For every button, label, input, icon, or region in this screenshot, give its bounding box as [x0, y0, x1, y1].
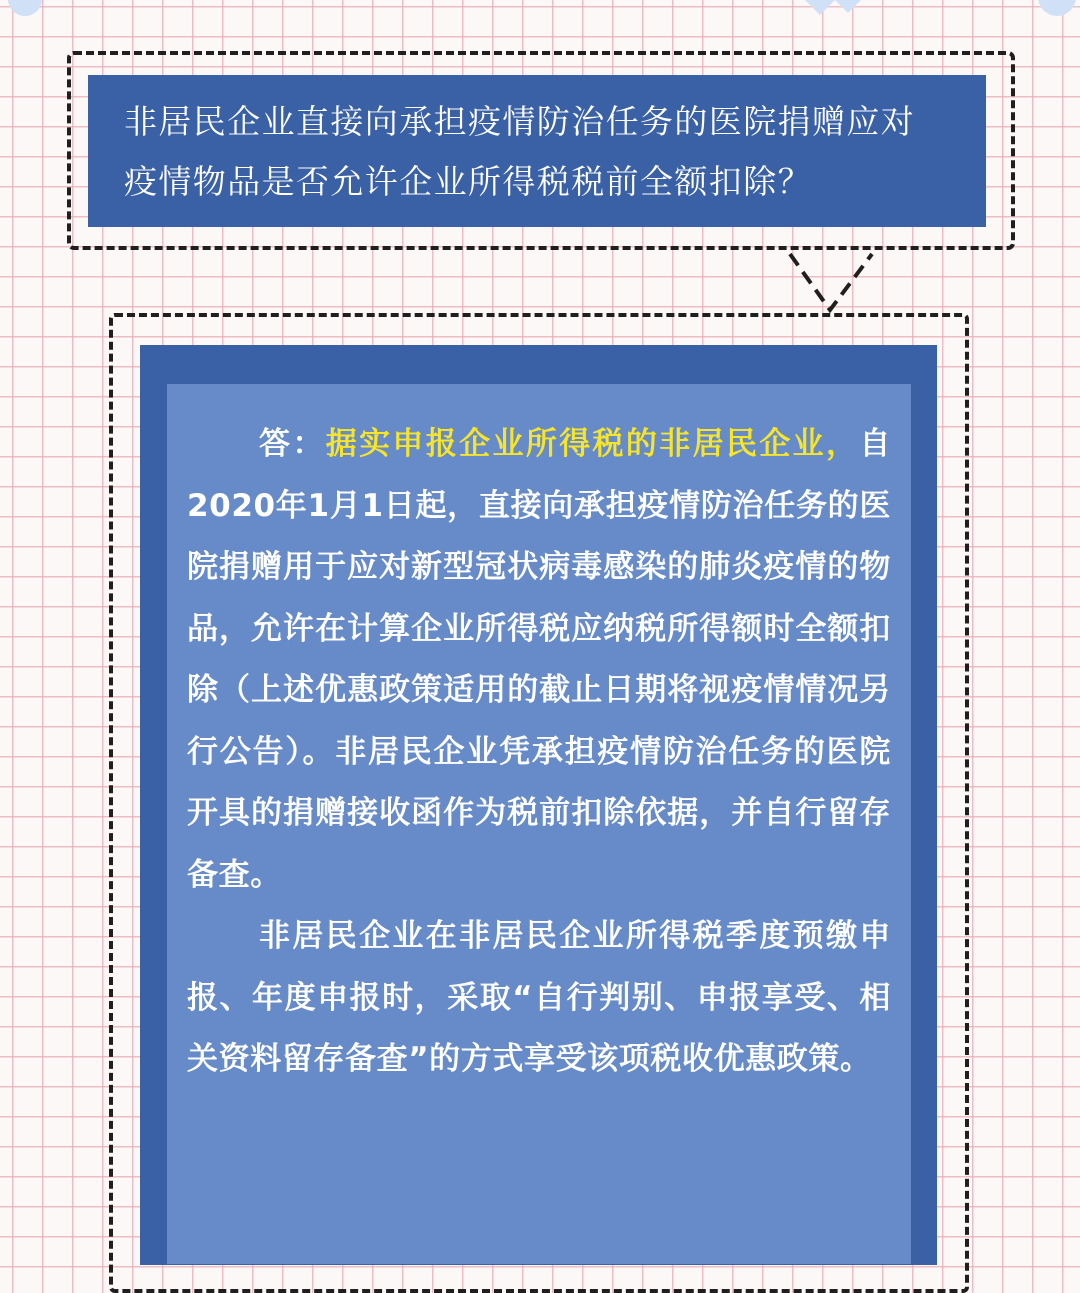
answer-paragraph-1-rest: 自2020年1月1日起，直接向承担疫情防治任务的医院捐赠用于应对新型冠状病毒感染的肺炎疫情的物品，允许在计算企业所得税应纳税所得额时全额扣除（上述优惠政策适用的截止日期将视疫情情况另行公告）。非居民企业凭承担疫情防治任务的医院开具的捐赠接收函作为税前扣除依据，并自行留存备查。: [187, 426, 891, 893]
answer-paragraph-2: 非居民企业在非居民企业所得税季度预缴申报、年度申报时，采取“自行判别、申报享受、相关资料留存备查”的方式享受该项税收优惠政策。: [187, 918, 891, 1077]
decorative-circle-right: [1038, 0, 1076, 16]
decorative-diamond-1: [803, 0, 837, 15]
question-line-2: 疫情物品是否允许企业所得税税前全额扣除？: [124, 162, 812, 201]
question-box: [88, 75, 986, 227]
answer-paragraph-1: [187, 414, 891, 906]
question-text: [124, 92, 956, 212]
answer-inner-panel: [167, 384, 911, 1264]
connector-triangle-icon: [786, 250, 878, 316]
decorative-circle-left: [8, 0, 42, 16]
answer-lead-label: 答：: [259, 426, 326, 462]
answer-highlight-text: 据实申报企业所得税的非居民企业，: [325, 426, 860, 462]
question-line-1: 非居民企业直接向承担疫情防治任务的医院捐赠应对: [124, 102, 916, 141]
decorative-diamond-2: [831, 0, 865, 13]
